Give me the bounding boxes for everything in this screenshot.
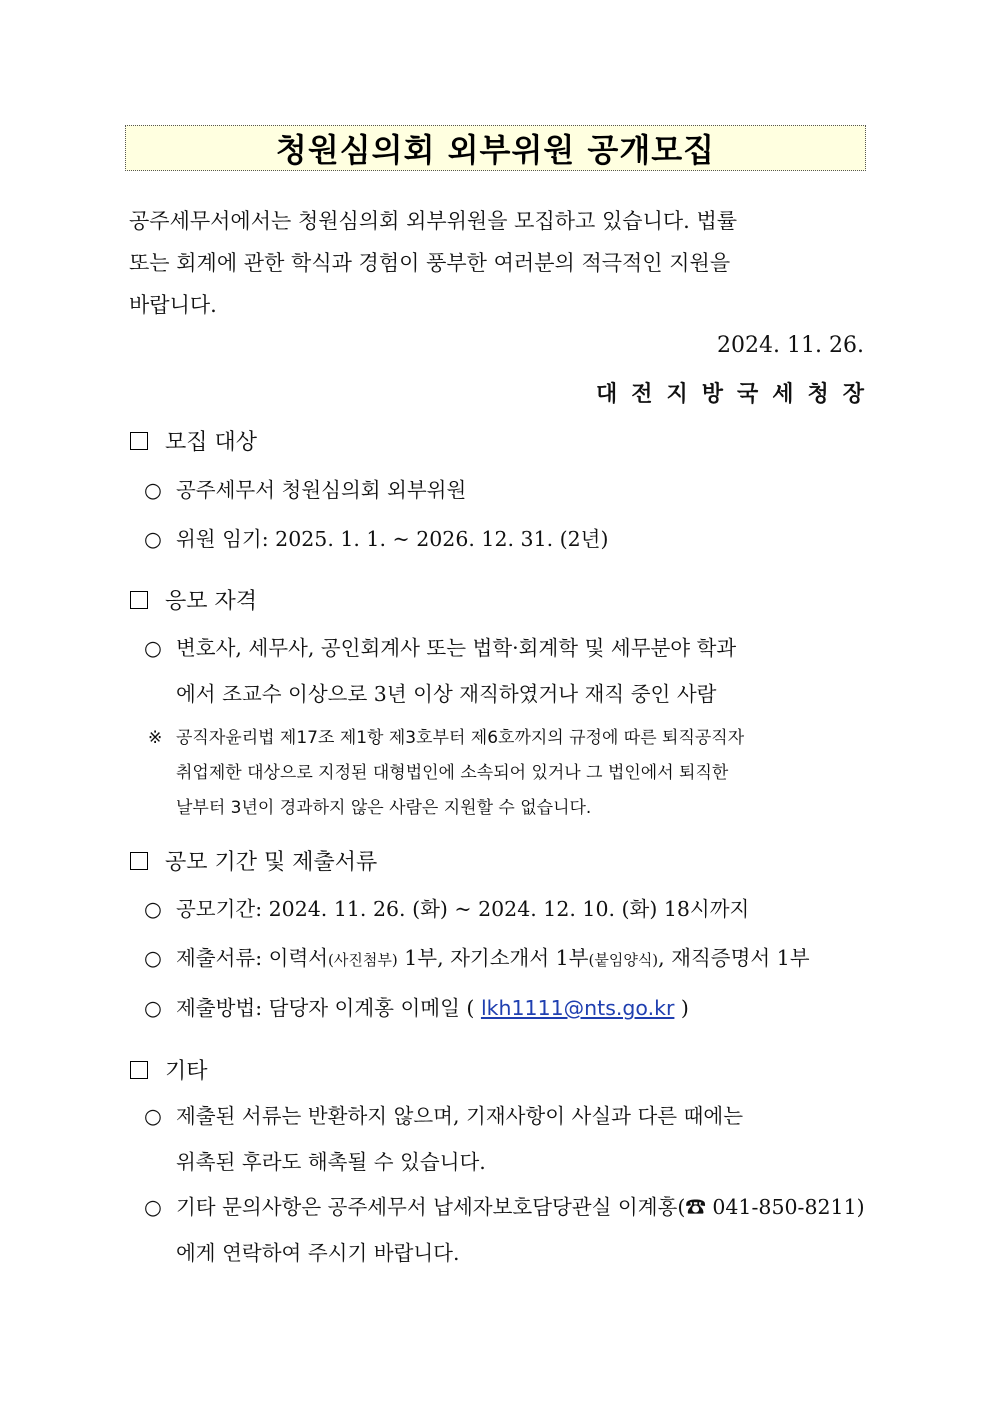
circle-bullet-icon: ○ xyxy=(144,636,162,660)
list-item-text: 공모기간: 2024. 11. 26. (화) ~ 2024. 12. 10. (화) 18시까지 xyxy=(176,897,750,921)
list-item-text: 1부, 자기소개서 1부 xyxy=(397,946,589,970)
issuer-name: 대전지방국세청장 xyxy=(595,381,878,407)
list-item-text: 기타 문의사항은 공주세무서 납세자보호담당관실 이계홍(☎ 041-850-8211) xyxy=(176,1195,865,1219)
intro-line: 바랍니다. xyxy=(129,293,217,317)
title-box xyxy=(125,125,866,171)
list-item xyxy=(144,938,810,980)
section-heading-text: 공모 기간 및 제출서류 xyxy=(165,850,378,875)
list-item-text: ) xyxy=(674,996,689,1020)
intro-paragraph xyxy=(129,200,864,326)
list-item-continuation: 에게 연락하여 주시기 바랍니다. xyxy=(176,1241,460,1265)
note-continuation: 날부터 3년이 경과하지 않은 사람은 지원할 수 없습니다. xyxy=(176,798,592,818)
list-item-text: 제출된 서류는 반환하지 않으며, 기재사항이 사실과 다른 때에는 xyxy=(176,1104,744,1128)
circle-bullet-icon: ○ xyxy=(144,527,162,551)
list-item xyxy=(144,1096,743,1136)
circle-bullet-icon: ○ xyxy=(144,478,162,502)
note-mark-icon: ※ xyxy=(148,728,163,748)
list-item xyxy=(144,1187,865,1227)
list-item-text: 공주세무서 청원심의회 외부위원 xyxy=(176,478,467,502)
list-item-text-small: (붙임양식) xyxy=(588,951,659,969)
section-heading-text: 기타 xyxy=(165,1059,208,1084)
list-item xyxy=(144,470,466,510)
circle-bullet-icon: ○ xyxy=(144,897,162,921)
note xyxy=(148,723,744,748)
list-item-text: 위원 임기: 2025. 1. 1. ~ 2026. 12. 31. (2년) xyxy=(176,527,609,551)
list-item xyxy=(144,628,736,668)
intro-line: 공주세무서에서는 청원심의회 외부위원을 모집하고 있습니다. 법률 xyxy=(129,209,738,233)
list-item xyxy=(144,988,689,1028)
page-title: 청원심의회 외부위원 공개모집 xyxy=(275,131,716,169)
section-heading-period xyxy=(130,845,377,876)
list-item-text: 제출서류: 이력서 xyxy=(176,946,329,970)
circle-bullet-icon: ○ xyxy=(144,996,162,1020)
document-date: 2024. 11. 26. xyxy=(717,333,864,358)
email-link[interactable]: lkh1111@nts.go.kr xyxy=(480,996,675,1020)
circle-bullet-icon: ○ xyxy=(144,1195,162,1219)
list-item-continuation: 에서 조교수 이상으로 3년 이상 재직하였거나 재직 중인 사람 xyxy=(176,682,717,706)
list-item-text: , 재직증명서 1부 xyxy=(658,946,810,970)
section-heading-etc xyxy=(130,1054,208,1085)
intro-line: 또는 회계에 관한 학식과 경험이 풍부한 여러분의 적극적인 지원을 xyxy=(129,251,731,275)
note-text: 공직자윤리법 제17조 제1항 제3호부터 제6호까지의 규정에 따른 퇴직공직자 xyxy=(176,728,745,748)
checkbox-square-icon xyxy=(130,852,148,870)
list-item xyxy=(144,519,608,559)
note-continuation: 취업제한 대상으로 지정된 대형법인에 소속되어 있거나 그 법인에서 퇴직한 xyxy=(176,763,729,783)
list-item-text: 제출방법: 담당자 이계홍 이메일 ( xyxy=(176,996,481,1020)
section-heading-text: 모집 대상 xyxy=(165,430,258,455)
checkbox-square-icon xyxy=(130,1061,148,1079)
list-item-continuation: 위촉된 후라도 해촉될 수 있습니다. xyxy=(176,1150,486,1174)
checkbox-square-icon xyxy=(130,432,148,450)
circle-bullet-icon: ○ xyxy=(144,1104,162,1128)
list-item-text-small: (사진첨부) xyxy=(328,951,398,969)
checkbox-square-icon xyxy=(130,591,148,609)
section-heading-qualification xyxy=(130,584,257,615)
list-item-text: 변호사, 세무사, 공인회계사 또는 법학·회계학 및 세무분야 학과 xyxy=(176,636,737,660)
section-heading-recruit xyxy=(130,425,257,456)
circle-bullet-icon: ○ xyxy=(144,946,162,970)
list-item xyxy=(144,889,749,929)
section-heading-text: 응모 자격 xyxy=(165,589,258,614)
